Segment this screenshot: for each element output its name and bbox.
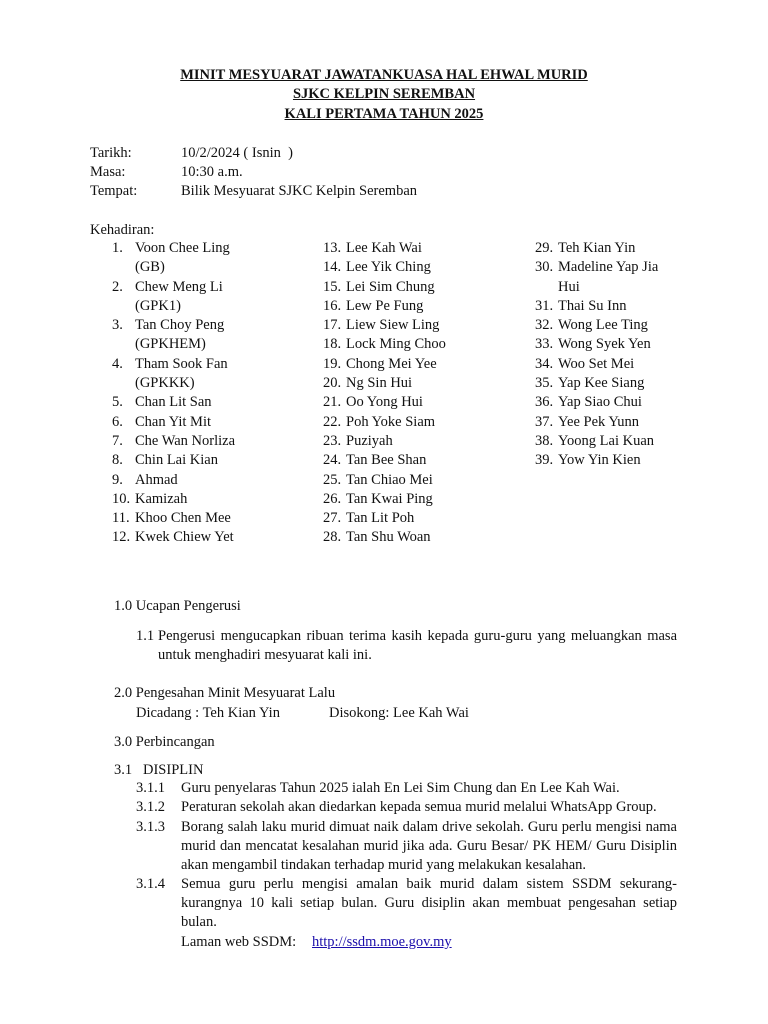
- attendee: [112, 413, 312, 432]
- attendee-role: (GPKHEM): [135, 336, 206, 353]
- attendee: [323, 278, 523, 297]
- title-line-1: MINIT MESYUARAT JAWATANKUASA HAL EHWAL MURID: [180, 67, 588, 83]
- attendee: [323, 413, 523, 432]
- attendee-number: 14.: [323, 259, 342, 276]
- attendee: [323, 471, 523, 490]
- attendee: [112, 509, 312, 528]
- attendee-role: (GPKKK): [135, 375, 195, 392]
- attendee: [323, 355, 523, 374]
- attendance-label: Kehadiran:: [90, 222, 155, 238]
- attendee-name: Yow Yin Kien: [558, 452, 641, 469]
- attendee: [535, 355, 735, 374]
- section-1-1-text: Pengerusi mengucapkan ribuan terima kasih kepada guru-guru yang meluangkan masa untuk menghadiri mesyuarat kali ini.: [158, 628, 677, 663]
- attendee: [323, 297, 523, 316]
- attendee-name: Ahmad: [135, 471, 178, 488]
- attendee-number: 18.: [323, 336, 342, 353]
- attendee-number: 12.: [112, 529, 131, 546]
- attendee-name: Tan Bee Shan: [346, 452, 427, 469]
- item-text: Borang salah laku murid dimuat naik dalam drive sekolah. Guru perlu mengisi nama murid dan mencatat kesalahan murid jika ada. Guru Besar/ PK HEM/ Guru Disiplin akan mengambil tindakan terhadap murid yang melakukan kesalahan.: [181, 819, 677, 873]
- attendee-number: 29.: [535, 240, 554, 256]
- attendee: [323, 451, 523, 470]
- attendee-number: 36.: [535, 394, 554, 411]
- attendee-name: Lei Sim Chung: [346, 278, 435, 295]
- attendance-column-3: [535, 239, 735, 471]
- attendee-number: 5.: [112, 394, 123, 411]
- attendee: [323, 509, 523, 528]
- ssdm-link-label: Laman web SSDM:: [181, 934, 297, 950]
- attendee-number: 8.: [112, 452, 123, 469]
- attendee: [112, 432, 312, 451]
- attendance-column-1: [112, 239, 312, 548]
- attendee-name: Yap Kee Siang: [558, 375, 645, 392]
- item-number: 3.1.1: [136, 780, 165, 796]
- attendee-number: 23.: [323, 432, 342, 449]
- attendee: [112, 278, 312, 317]
- attendee-name: Thai Su Inn: [558, 297, 627, 314]
- attendee-role: (GPK1): [135, 297, 181, 314]
- attendee-name: Chin Lai Kian: [135, 452, 218, 469]
- attendee-name: Chong Mei Yee: [346, 355, 437, 372]
- attendee-role: (GB): [135, 259, 165, 276]
- time-value: 10:30 a.m.: [181, 164, 243, 180]
- attendee-number: 34.: [535, 355, 554, 372]
- attendee-number: 21.: [323, 394, 342, 411]
- attendee-name: Tan Shu Woan: [346, 529, 431, 546]
- item-text: Peraturan sekolah akan diedarkan kepada semua murid melalui WhatsApp Group.: [181, 799, 657, 815]
- attendee-number: 32.: [535, 317, 554, 334]
- attendee-number: 33.: [535, 336, 554, 353]
- place-value: Bilik Mesyuarat SJKC Kelpin Seremban: [181, 183, 418, 199]
- attendee-number: 16.: [323, 297, 342, 314]
- attendee-number: 10.: [112, 490, 131, 507]
- attendee-number: 15.: [323, 278, 342, 295]
- attendee-name: Tan Lit Poh: [346, 510, 415, 527]
- item-number: 3.1.4: [136, 876, 165, 892]
- attendee: [112, 316, 312, 355]
- section-2-heading: 2.0 Pengesahan Minit Mesyuarat Lalu: [114, 685, 336, 701]
- attendee-name: Woo Set Mei: [558, 355, 635, 372]
- attendee: [535, 393, 735, 412]
- attendee-name: Tham Sook Fan: [135, 355, 228, 372]
- ssdm-link[interactable]: http://ssdm.moe.gov.my: [312, 934, 452, 950]
- attendee: [535, 297, 735, 316]
- attendee-number: 17.: [323, 317, 342, 334]
- seconded-by: Disokong: Lee Kah Wai: [329, 705, 469, 721]
- section-3-1-heading: 3.1 DISIPLIN: [114, 762, 204, 778]
- attendee-name: Yee Pek Yunn: [558, 413, 639, 430]
- date-label: Tarikh:: [90, 145, 132, 161]
- attendee-number: 31.: [535, 297, 554, 314]
- attendee: [323, 374, 523, 393]
- attendee-name: Liew Siew Ling: [346, 317, 440, 334]
- attendee-number: 2.: [112, 278, 123, 295]
- attendee-number: 26.: [323, 490, 342, 507]
- attendee-number: 13.: [323, 240, 342, 256]
- attendee: [112, 490, 312, 509]
- attendee: [535, 432, 735, 451]
- attendee-name: Lew Pe Fung: [346, 297, 424, 314]
- attendee-number: 39.: [535, 452, 554, 469]
- time-label: Masa:: [90, 164, 126, 180]
- attendee-name: Kamizah: [135, 490, 188, 507]
- attendee-name: Lock Ming Choo: [346, 336, 446, 353]
- attendee: [112, 471, 312, 490]
- item-text: Guru penyelaras Tahun 2025 ialah En Lei Sim Chung dan En Lee Kah Wai.: [181, 780, 620, 796]
- attendee-number: 4.: [112, 355, 123, 372]
- attendee-number: 35.: [535, 375, 554, 392]
- date-value: 10/2/2024 ( Isnin ): [181, 145, 293, 161]
- item-text: Semua guru perlu mengisi amalan baik murid dalam sistem SSDM sekurang-kurangnya 10 kali setiap bulan. Guru disiplin akan membuat pengesahan setiap bulan.: [181, 876, 677, 930]
- place-label: Tempat:: [90, 183, 138, 199]
- attendee-number: 22.: [323, 413, 342, 430]
- attendee: [323, 258, 523, 277]
- attendance-column-2: [323, 239, 523, 548]
- attendee-number: 7.: [112, 432, 123, 449]
- attendee-name: Yap Siao Chui: [558, 394, 642, 411]
- section-1-heading: 1.0 Ucapan Pengerusi: [114, 598, 241, 614]
- title-line-3: KALI PERTAMA TAHUN 2025: [284, 106, 484, 122]
- attendee: [323, 393, 523, 412]
- attendee-name: Wong Syek Yen: [558, 336, 651, 353]
- attendee-number: 25.: [323, 471, 342, 488]
- attendee: [535, 316, 735, 335]
- attendee-name: Lee Kah Wai: [346, 240, 422, 256]
- attendee: [112, 528, 312, 547]
- attendee-name: Puziyah: [346, 432, 393, 449]
- attendee: [323, 316, 523, 335]
- attendee-name: Tan Kwai Ping: [346, 490, 433, 507]
- attendee: [535, 258, 735, 297]
- attendee-number: 11.: [112, 510, 130, 527]
- attendee-name: Tan Chiao Mei: [346, 471, 433, 488]
- attendee-name: Voon Chee Ling: [135, 240, 230, 256]
- attendee: [112, 451, 312, 470]
- attendee: [112, 355, 312, 394]
- attendee: [112, 393, 312, 412]
- attendee-name: Che Wan Norliza: [135, 432, 236, 449]
- attendee-name: Yoong Lai Kuan: [558, 432, 654, 449]
- attendee-name-continued: Hui: [558, 278, 580, 295]
- attendee-name: Madeline Yap Jia: [558, 259, 659, 276]
- attendee: [323, 335, 523, 354]
- section-3-heading: 3.0 Perbincangan: [114, 734, 215, 750]
- attendee-number: 27.: [323, 510, 342, 527]
- attendee-number: 20.: [323, 375, 342, 392]
- attendee-number: 38.: [535, 432, 554, 449]
- attendee-name: Wong Lee Ting: [558, 317, 648, 334]
- attendee: [535, 239, 735, 258]
- attendee: [535, 413, 735, 432]
- attendee-name: Oo Yong Hui: [346, 394, 423, 411]
- attendee-number: 24.: [323, 452, 342, 469]
- proposed-by: Dicadang : Teh Kian Yin: [136, 705, 280, 721]
- attendee-name: Poh Yoke Siam: [346, 413, 436, 430]
- attendee-name: Chew Meng Li: [135, 278, 223, 295]
- attendee-number: 9.: [112, 471, 123, 488]
- attendee-number: 19.: [323, 355, 342, 372]
- attendee: [323, 239, 523, 258]
- attendee: [535, 335, 735, 354]
- attendee-name: Lee Yik Ching: [346, 259, 431, 276]
- attendee-name: Teh Kian Yin: [558, 240, 636, 256]
- attendee-number: 6.: [112, 413, 123, 430]
- attendee-name: Tan Choy Peng: [135, 317, 225, 334]
- attendee-number: 3.: [112, 317, 123, 334]
- title-line-2: SJKC KELPIN SEREMBAN: [292, 86, 476, 102]
- attendee-name: Chan Yit Mit: [135, 413, 211, 430]
- section-1-1-number: 1.1: [136, 628, 155, 644]
- attendee: [323, 432, 523, 451]
- attendee-number: 30.: [535, 259, 554, 276]
- attendee: [323, 528, 523, 547]
- attendee-number: 1.: [112, 240, 123, 256]
- attendee-name: Kwek Chiew Yet: [135, 529, 234, 546]
- attendee: [535, 374, 735, 393]
- attendee-number: 28.: [323, 529, 342, 546]
- attendee-name: Ng Sin Hui: [346, 375, 413, 392]
- item-number: 3.1.3: [136, 819, 165, 835]
- attendee: [535, 451, 735, 470]
- attendee: [112, 239, 312, 278]
- item-number: 3.1.2: [136, 799, 165, 815]
- attendee-name: Chan Lit San: [135, 394, 212, 411]
- attendee: [323, 490, 523, 509]
- attendee-number: 37.: [535, 413, 554, 430]
- attendee-name: Khoo Chen Mee: [135, 510, 231, 527]
